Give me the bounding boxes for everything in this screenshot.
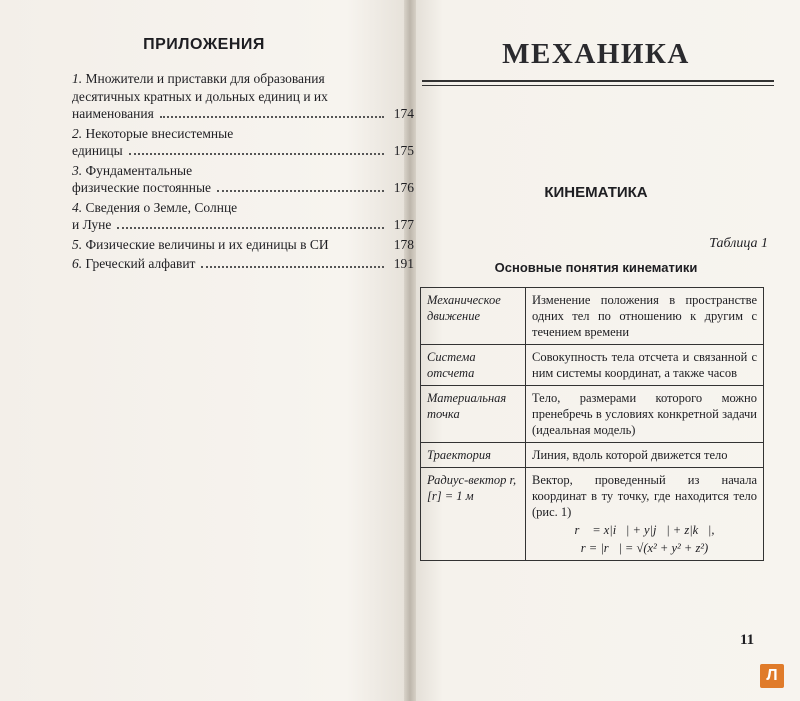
toc-text: физические постоянные: [72, 180, 212, 195]
dot-leader: [117, 227, 384, 229]
term-cell: Траектория: [421, 443, 526, 468]
toc-entry-3[interactable]: [72, 162, 414, 197]
toc-text: Множители и приставки для образования: [85, 71, 325, 86]
table-row: [421, 386, 764, 443]
table-row: [421, 345, 764, 386]
publisher-logo-icon: Л: [760, 664, 784, 688]
table-number: Таблица 1: [709, 236, 768, 251]
kinematics-table: [420, 287, 764, 561]
table-row: [421, 443, 764, 468]
dot-leader: [160, 116, 384, 118]
toc-text: единицы: [72, 143, 123, 158]
toc-page-number: 177: [393, 217, 414, 232]
table-of-contents: [72, 70, 414, 275]
toc-entry-1[interactable]: [72, 70, 414, 123]
toc-page-number: 174: [393, 106, 414, 121]
toc-entry-4[interactable]: [72, 199, 414, 234]
table-row: [421, 468, 764, 561]
appendix-heading: ПРИЛОЖЕНИЯ: [143, 36, 265, 53]
toc-number: 5.: [72, 236, 83, 252]
toc-text: Греческий алфавит: [85, 256, 196, 271]
toc-entry-5[interactable]: [72, 236, 414, 254]
term-cell: Механическое движение: [421, 288, 526, 345]
definition-cell: Линия, вдоль которой движется тело: [526, 443, 764, 468]
toc-page-number: 175: [393, 143, 414, 158]
definition-cell: Тело, размерами которого можно пренебречь в условиях конкретной задачи (идеальная модель): [526, 386, 764, 443]
toc-entry-6[interactable]: [72, 255, 414, 273]
toc-text: Фундаментальные: [85, 162, 193, 178]
definition-text: Вектор, проведенный из начала координат в ту точку, где находится тело (рис. 1): [532, 473, 757, 519]
dot-leader: [217, 190, 384, 192]
definition-cell: Изменение положения в пространстве одних тел по отношению к другим с течением времени: [526, 288, 764, 345]
dot-leader: [129, 153, 384, 155]
term-cell: Система отсчета: [421, 345, 526, 386]
toc-number: 3.: [72, 162, 83, 178]
toc-number: 6.: [72, 256, 83, 271]
formula-vector: r⃗ = x|i⃗| + y|j⃗| + z|k⃗|,: [574, 523, 715, 537]
chapter-title: МЕХАНИКА: [502, 38, 690, 70]
toc-text: и Луне: [72, 217, 112, 232]
term-cell: Материальная точка: [421, 386, 526, 443]
toc-entry-2[interactable]: [72, 125, 414, 160]
table-caption: Основные понятия кинематики: [494, 260, 698, 275]
title-rule: [422, 80, 774, 86]
definition-cell: Совокупность тела отсчета и связанной с ним системы координат, а также часов: [526, 345, 764, 386]
toc-number: 4.: [72, 199, 83, 215]
toc-page-number: 178: [393, 236, 414, 252]
toc-text: Сведения о Земле, Солнце: [85, 199, 238, 215]
toc-text: десятичных кратных и дольных единиц и их: [72, 88, 328, 104]
toc-text: Некоторые внесистемные: [85, 125, 234, 141]
formula-magnitude: r = |r⃗| = √(x² + y² + z²): [580, 541, 709, 555]
term-cell: Радиус-вектор r, [r] = 1 м: [421, 468, 526, 561]
definition-cell: [526, 468, 764, 561]
toc-number: 2.: [72, 125, 83, 141]
toc-page-number: 191: [393, 256, 414, 271]
section-title: КИНЕМАТИКА: [544, 184, 648, 201]
toc-number: 1.: [72, 71, 83, 86]
toc-text: Физические величины и их единицы в СИ: [85, 236, 329, 252]
dot-leader: [201, 266, 384, 268]
toc-page-number: 176: [393, 180, 414, 195]
table-row: [421, 288, 764, 345]
toc-text: наименования: [72, 106, 154, 121]
page-number: 11: [740, 632, 755, 648]
